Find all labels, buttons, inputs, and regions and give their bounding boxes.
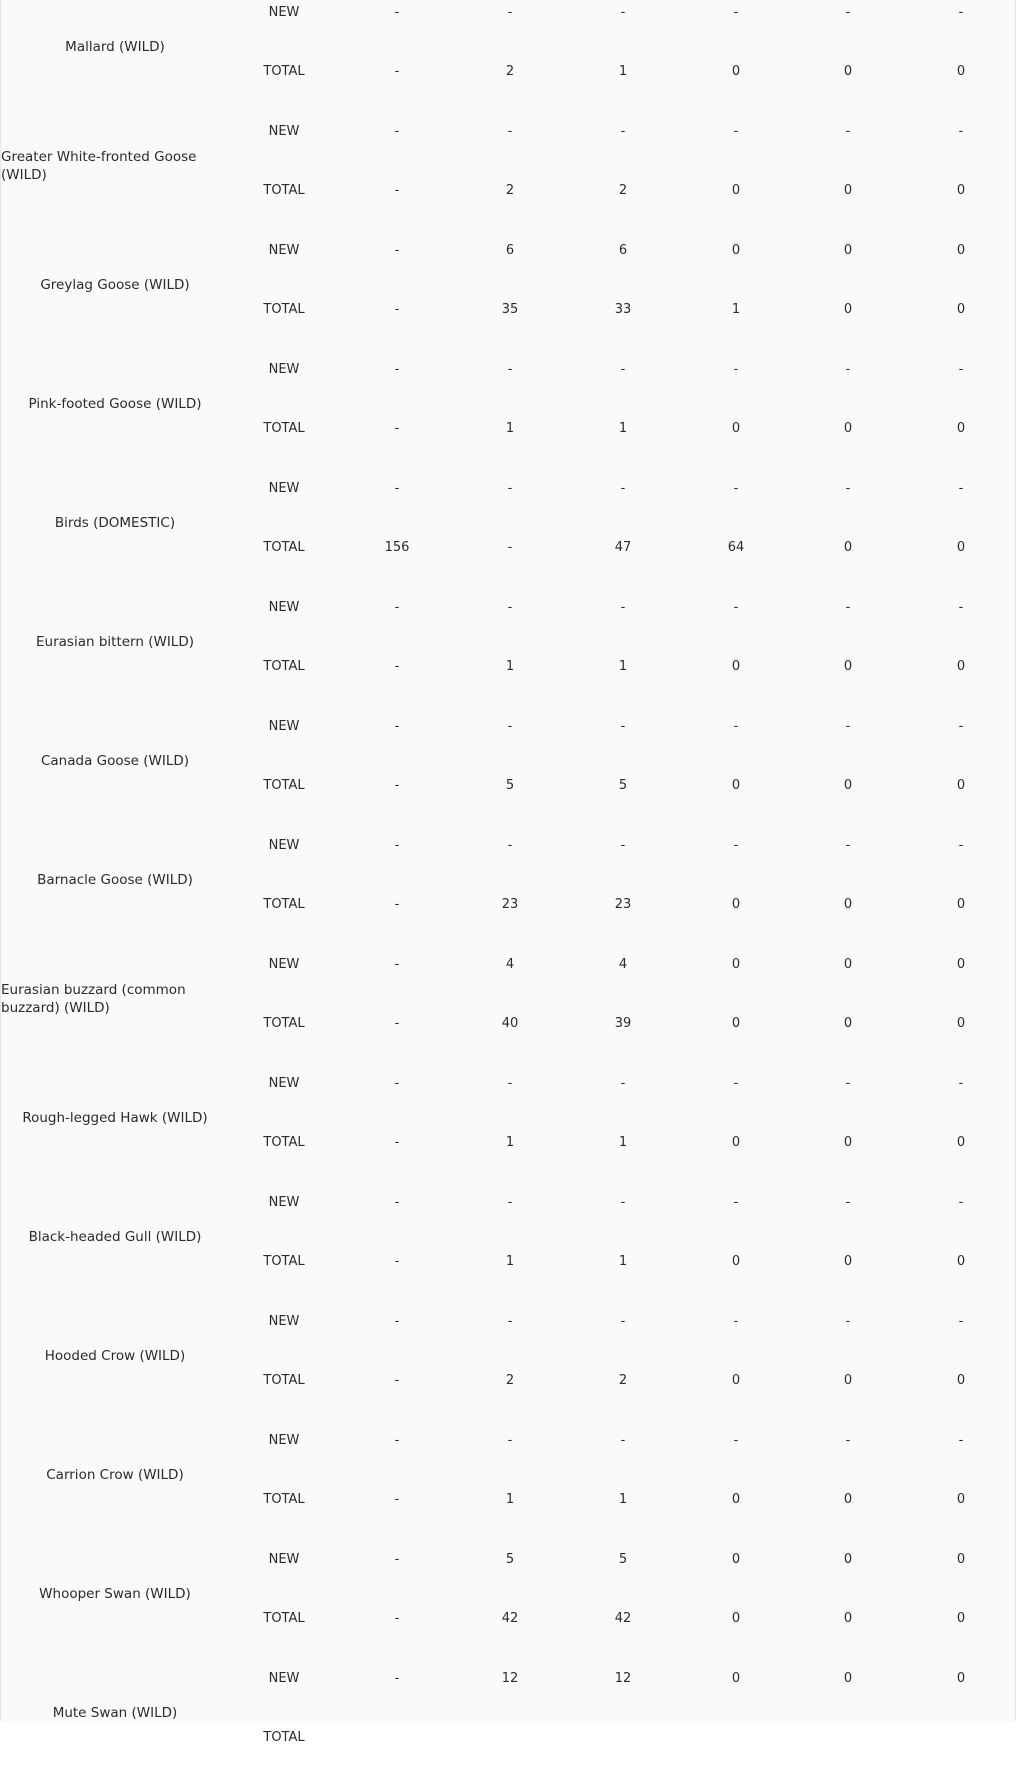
species-name [1, 344, 229, 463]
species-name-text: Carrion Crow (WILD) [46, 1466, 184, 1483]
table-cell: - [394, 1135, 400, 1150]
table-cell: 23 [501, 897, 519, 912]
total-label: TOTAL [263, 1611, 305, 1626]
table-cell: 6 [505, 243, 515, 258]
table-cell: - [394, 659, 400, 674]
table-cell: - [394, 64, 400, 79]
table-cell: - [620, 1076, 626, 1091]
table-cell: - [733, 1433, 739, 1448]
table-cell: 12 [501, 1671, 519, 1686]
table-row [1, 820, 1017, 939]
table-cell: - [845, 1433, 851, 1448]
new-label: NEW [268, 719, 300, 734]
species-name [1, 1058, 229, 1177]
table-cell: - [845, 1314, 851, 1329]
table-cell: - [394, 243, 400, 258]
table-cell: 1 [505, 1254, 515, 1269]
new-label: NEW [268, 1195, 300, 1210]
species-name [1, 582, 229, 701]
total-label: TOTAL [263, 1373, 305, 1388]
table-cell: - [958, 1076, 964, 1091]
table-cell: 0 [731, 897, 741, 912]
new-label: NEW [268, 1314, 300, 1329]
table-cell: 1 [618, 421, 628, 436]
new-label: NEW [268, 1076, 300, 1091]
total-label: TOTAL [263, 1730, 305, 1745]
table-cell: 0 [731, 1016, 741, 1031]
table-cell: - [507, 1314, 513, 1329]
table-cell: 1 [505, 1135, 515, 1150]
table-cell: 1 [505, 421, 515, 436]
table-row [1, 344, 1017, 463]
table-cell: 0 [843, 1671, 853, 1686]
table-cell: - [620, 838, 626, 853]
species-name-text: Rough-legged Hawk (WILD) [22, 1109, 208, 1126]
table-cell: - [507, 5, 513, 20]
new-label: NEW [268, 481, 300, 496]
table-cell: - [507, 540, 513, 555]
table-cell: 39 [614, 1016, 632, 1031]
table-cell: 0 [956, 1492, 966, 1507]
new-label: NEW [268, 957, 300, 972]
table-cell: 0 [843, 1016, 853, 1031]
table-cell: 0 [956, 64, 966, 79]
table-cell: - [620, 1195, 626, 1210]
table-cell: - [733, 1076, 739, 1091]
table-row [1, 1534, 1017, 1653]
table-cell: 0 [843, 302, 853, 317]
table-cell: 0 [956, 957, 966, 972]
species-name [1, 1415, 229, 1534]
table-cell: - [958, 719, 964, 734]
table-cell: - [507, 1195, 513, 1210]
table-cell: - [394, 362, 400, 377]
table-cell: 0 [956, 183, 966, 198]
table-cell: - [507, 481, 513, 496]
table-cell: - [620, 124, 626, 139]
table-cell: 0 [956, 421, 966, 436]
table-cell: - [958, 1195, 964, 1210]
table-cell: 5 [618, 1552, 628, 1567]
table-cell: 0 [956, 897, 966, 912]
total-label: TOTAL [263, 421, 305, 436]
species-name-text: Eurasian bittern (WILD) [36, 633, 194, 650]
table-cell: - [507, 1433, 513, 1448]
table-cell: 0 [843, 1552, 853, 1567]
table-cell: - [507, 719, 513, 734]
table-cell: 5 [618, 778, 628, 793]
species-name-text: Mallard (WILD) [65, 38, 165, 55]
table-cell: 0 [843, 897, 853, 912]
table-cell: 0 [843, 1135, 853, 1150]
table-cell: - [958, 838, 964, 853]
table-cell: - [394, 1373, 400, 1388]
table-cell: 5 [505, 1552, 515, 1567]
table-cell: - [733, 600, 739, 615]
table-cell: - [733, 1314, 739, 1329]
table-cell: 0 [731, 1492, 741, 1507]
species-name-text: Barnacle Goose (WILD) [37, 871, 193, 888]
table-cell: 42 [614, 1611, 632, 1626]
table-cell: 0 [956, 778, 966, 793]
table-cell: - [958, 1314, 964, 1329]
table-cell: - [394, 778, 400, 793]
species-name-text: Mute Swan (WILD) [52, 1704, 178, 1721]
table-cell: 2 [505, 1373, 515, 1388]
species-name [1, 820, 229, 939]
table-cell: 0 [956, 1373, 966, 1388]
table-cell: 0 [731, 1671, 741, 1686]
table-cell: - [845, 1195, 851, 1210]
table-cell: - [733, 362, 739, 377]
total-label: TOTAL [263, 540, 305, 555]
table-cell: 0 [843, 243, 853, 258]
new-label: NEW [268, 362, 300, 377]
species-name-text: Greater White-fronted Goose (WILD) [1, 148, 197, 183]
table-cell: 2 [618, 183, 628, 198]
species-name [1, 463, 229, 582]
table-cell: - [620, 1433, 626, 1448]
table-cell: 0 [956, 1611, 966, 1626]
total-label: TOTAL [263, 1135, 305, 1150]
table-cell: 0 [956, 1135, 966, 1150]
table-row [1, 582, 1017, 701]
table-cell: - [845, 838, 851, 853]
table-cell: - [507, 838, 513, 853]
table-cell: 47 [614, 540, 632, 555]
table-cell: 0 [843, 957, 853, 972]
total-label: TOTAL [263, 897, 305, 912]
table-cell: 1 [618, 659, 628, 674]
table-cell: 1 [731, 302, 741, 317]
total-label: TOTAL [263, 64, 305, 79]
table-cell: - [394, 897, 400, 912]
table-cell: 2 [505, 183, 515, 198]
table-cell: 0 [956, 659, 966, 674]
table-cell: - [394, 481, 400, 496]
table-body [1, 0, 1017, 1772]
species-name [1, 1534, 229, 1653]
table-cell: 4 [505, 957, 515, 972]
species-name-text: Canada Goose (WILD) [40, 752, 190, 769]
table-cell: - [733, 838, 739, 853]
table-cell: 0 [731, 421, 741, 436]
species-name [1, 1653, 229, 1772]
total-label: TOTAL [263, 183, 305, 198]
table-cell: 0 [843, 183, 853, 198]
table-cell: - [394, 1671, 400, 1686]
table-cell: 0 [731, 183, 741, 198]
total-label: TOTAL [263, 1254, 305, 1269]
table-cell: 12 [614, 1671, 632, 1686]
table-cell: - [958, 481, 964, 496]
table-cell: - [394, 5, 400, 20]
table-cell: 0 [843, 421, 853, 436]
table-cell: - [845, 600, 851, 615]
table-cell: 2 [505, 64, 515, 79]
table-row [1, 463, 1017, 582]
species-name [1, 106, 229, 225]
table-cell: 33 [614, 302, 632, 317]
table-cell: 1 [618, 1135, 628, 1150]
new-label: NEW [268, 838, 300, 853]
table-cell: 0 [956, 1552, 966, 1567]
table-cell: 0 [731, 1254, 741, 1269]
table-cell: - [620, 362, 626, 377]
table-cell: - [958, 124, 964, 139]
table-cell: 0 [843, 778, 853, 793]
table-cell: 156 [384, 540, 410, 555]
table-cell: - [733, 5, 739, 20]
table-row [1, 1653, 1017, 1772]
table-cell: 0 [843, 540, 853, 555]
table-cell: - [845, 362, 851, 377]
table-cell: - [394, 1254, 400, 1269]
table-row [1, 1415, 1017, 1534]
table-cell: 35 [501, 302, 519, 317]
table-cell: - [507, 124, 513, 139]
table-row [1, 1296, 1017, 1415]
table-cell: 0 [731, 243, 741, 258]
table-cell: - [394, 1492, 400, 1507]
species-name-text: Greylag Goose (WILD) [40, 276, 190, 293]
table-cell: - [394, 1314, 400, 1329]
table-cell: 0 [843, 659, 853, 674]
total-label: TOTAL [263, 659, 305, 674]
table-cell: - [845, 124, 851, 139]
table-cell: 40 [501, 1016, 519, 1031]
species-name-text: Eurasian buzzard (common buzzard) (WILD) [1, 981, 186, 1016]
species-name-text: Birds (DOMESTIC) [54, 514, 176, 531]
table-cell: - [845, 719, 851, 734]
table-cell: - [394, 124, 400, 139]
total-label: TOTAL [263, 1016, 305, 1031]
table-cell: 6 [618, 243, 628, 258]
table-row [1, 106, 1017, 225]
table-cell: 0 [843, 1373, 853, 1388]
new-label: NEW [268, 1671, 300, 1686]
species-name-text: Hooded Crow (WILD) [44, 1347, 186, 1364]
table-cell: 1 [505, 1492, 515, 1507]
species-name [1, 225, 229, 344]
table-cell: 23 [614, 897, 632, 912]
table-cell: - [845, 5, 851, 20]
table-cell: - [620, 1314, 626, 1329]
new-label: NEW [268, 1552, 300, 1567]
table-cell: 5 [505, 778, 515, 793]
table-cell: 0 [731, 1135, 741, 1150]
table-row [1, 701, 1017, 820]
table-cell: - [958, 600, 964, 615]
table-cell: - [507, 362, 513, 377]
table-cell: - [394, 1076, 400, 1091]
table-cell: 0 [956, 243, 966, 258]
table-cell: 0 [956, 302, 966, 317]
table-cell: - [958, 5, 964, 20]
table-cell: 64 [727, 540, 745, 555]
table-cell: 1 [505, 659, 515, 674]
table-cell: - [394, 600, 400, 615]
total-label: TOTAL [263, 302, 305, 317]
new-label: NEW [268, 124, 300, 139]
table-cell: - [958, 1433, 964, 1448]
table-cell: - [394, 1016, 400, 1031]
table-cell: - [620, 600, 626, 615]
table-cell: 4 [618, 957, 628, 972]
table-cell: - [394, 1552, 400, 1567]
table-cell: 0 [731, 1611, 741, 1626]
table-cell: - [845, 1076, 851, 1091]
table-cell: - [394, 957, 400, 972]
table-cell: - [733, 1195, 739, 1210]
table-cell: - [394, 719, 400, 734]
table-cell: - [394, 1433, 400, 1448]
table-cell: - [507, 600, 513, 615]
table-cell: 2 [618, 1373, 628, 1388]
table-cell: - [733, 481, 739, 496]
table-cell: - [733, 719, 739, 734]
table-cell: 0 [731, 778, 741, 793]
table-row [1, 1058, 1017, 1177]
table-cell: 0 [843, 1611, 853, 1626]
new-label: NEW [268, 1433, 300, 1448]
table-cell: 42 [501, 1611, 519, 1626]
table-cell: - [620, 5, 626, 20]
species-name [1, 939, 229, 1058]
table-cell: - [620, 719, 626, 734]
new-label: NEW [268, 243, 300, 258]
species-name-text: Black-headed Gull (WILD) [28, 1228, 202, 1245]
table-cell: - [958, 362, 964, 377]
table-cell: - [394, 183, 400, 198]
table-cell: 0 [956, 540, 966, 555]
table-cell: 0 [731, 1373, 741, 1388]
table-cell: 0 [843, 1254, 853, 1269]
table-cell: - [394, 1195, 400, 1210]
table-cell: - [394, 838, 400, 853]
table-cell: 0 [731, 957, 741, 972]
table-cell: 1 [618, 1492, 628, 1507]
total-label: TOTAL [263, 778, 305, 793]
new-label: NEW [268, 600, 300, 615]
table-cell: - [394, 1611, 400, 1626]
species-name [1, 1296, 229, 1415]
table-row [1, 939, 1017, 1058]
table-cell: 1 [618, 1254, 628, 1269]
table-row [1, 0, 1017, 106]
table-cell: 0 [731, 64, 741, 79]
table-cell: - [733, 124, 739, 139]
table-cell: - [507, 1076, 513, 1091]
table-cell: 0 [956, 1016, 966, 1031]
new-label: NEW [268, 5, 300, 20]
table-cell: - [620, 481, 626, 496]
species-name [1, 0, 229, 106]
species-name-text: Whooper Swan (WILD) [39, 1585, 191, 1602]
table-cell: 0 [843, 64, 853, 79]
table-cell: 1 [618, 64, 628, 79]
table-row [1, 1177, 1017, 1296]
table-cell: - [394, 302, 400, 317]
species-name [1, 1177, 229, 1296]
table-cell: 0 [956, 1671, 966, 1686]
species-name-text: Pink-footed Goose (WILD) [28, 395, 202, 412]
table-cell: - [394, 421, 400, 436]
table-cell: - [845, 481, 851, 496]
species-name [1, 701, 229, 820]
table-cell: 0 [956, 1254, 966, 1269]
total-label: TOTAL [263, 1492, 305, 1507]
table-cell: 0 [843, 1492, 853, 1507]
table-cell: 0 [731, 659, 741, 674]
table-cell: 0 [731, 1552, 741, 1567]
table-row [1, 225, 1017, 344]
